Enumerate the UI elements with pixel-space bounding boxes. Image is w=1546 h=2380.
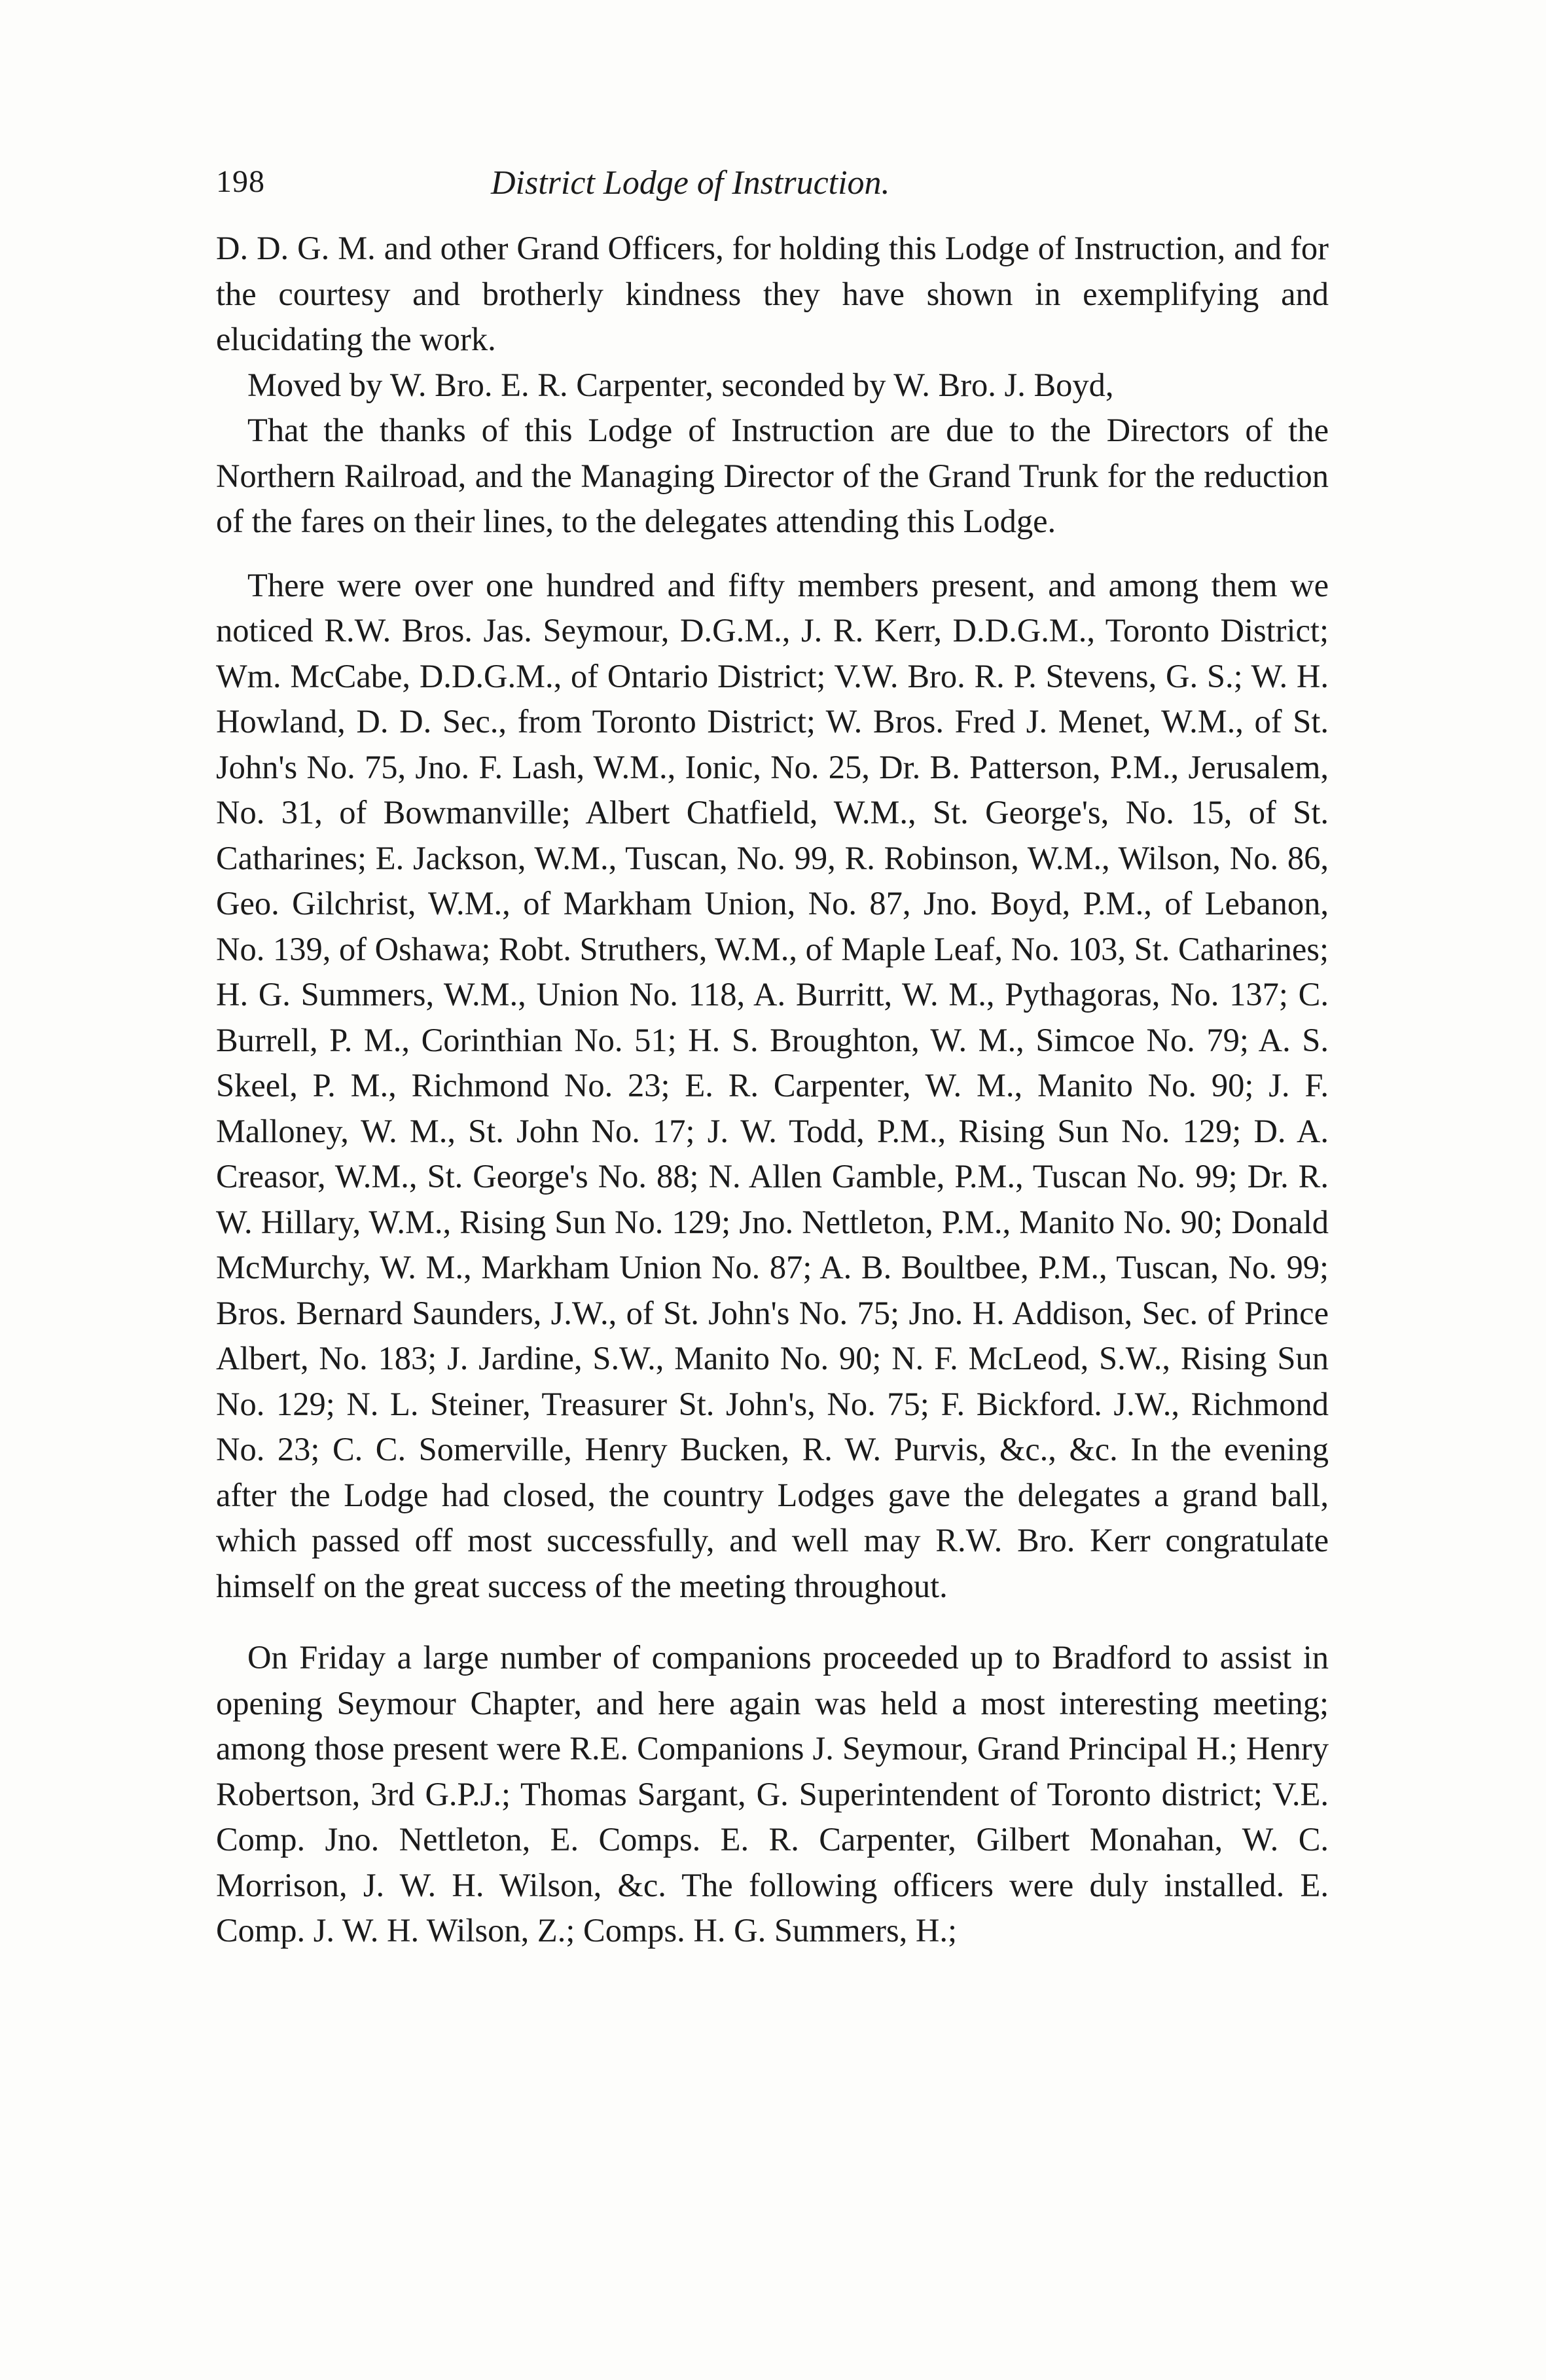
body-text [216, 226, 1329, 1954]
paragraph-members-present: There were over one hundred and fifty members present, and among them we noticed R.W. Bros. Jas. Seymour, D.G.M., J. R. Kerr, D.D.G.M., Toronto District; Wm. McCabe, D.D.G.M., of Ontario District; V.W. Bro. R. P. Stevens, G. S.; W. H. Howland, D. D. Sec., from Toronto District; W. Bros. Fred J. Menet, W.M., of St. John's No. 75, Jno. F. Lash, W.M., Ionic, No. 25, Dr. B. Patterson, P.M., Jerusalem, No. 31, of Bowmanville; Albert Chatfield, W.M., St. George's, No. 15, of St. Catharines; E. Jackson, W.M., Tuscan, No. 99, R. Robinson, W.M., Wilson, No. 86, Geo. Gilchrist, W.M., of Markham Union, No. 87, Jno. Boyd, P.M., of Lebanon, No. 139, of Oshawa; Robt. Struthers, W.M., of Maple Leaf, No. 103, St. Catharines; H. G. Summers, W.M., Union No. 118, A. Burritt, W. M., Pythagoras, No. 137; C. Burrell, P. M., Corinthian No. 51; H. S. Broughton, W. M., Simcoe No. 79; A. S. Skeel, P. M., Richmond No. 23; E. R. Carpenter, W. M., Manito No. 90; J. F. Malloney, W. M., St. John No. 17; J. W. Todd, P.M., Rising Sun No. 129; D. A. Creasor, W.M., St. George's No. 88; N. Allen Gamble, P.M., Tuscan No. 99; Dr. R. W. Hillary, W.M., Rising Sun No. 129; Jno. Nettleton, P.M., Manito No. 90; Donald McMurchy, W. M., Markham Union No. 87; A. B. Boultbee, P.M., Tuscan, No. 99; Bros. Bernard Saunders, J.W., of St. John's No. 75; Jno. H. Addison, Sec. of Prince Albert, No. 183; J. Jardine, S.W., Manito No. 90; N. F. McLeod, S.W., Rising Sun No. 129; N. L. Steiner, Treasurer St. John's, No. 75; F. Bickford. J.W., Richmond No. 23; C. C. Somerville, Henry Bucken, R. W. Purvis, &c., &c. In the evening after the Lodge had closed, the country Lodges gave the delegates a grand ball, which passed off most successfully, and well may R.W. Bro. Kerr congratulate himself on the great success of the meeting throughout. [216, 566, 1329, 1604]
running-title: District Lodge of Instruction. [491, 164, 890, 202]
paragraph-thanks-railroad: That the thanks of this Lodge of Instruction are due to the Directors of the Northern Railroad, and the Managing Director of the Grand Trunk for the reduction of the fares on their lines, to the delegates attending this Lodge. [216, 412, 1329, 539]
page-header [216, 164, 1329, 216]
page-number: 198 [216, 164, 265, 199]
paragraph-bradford-chapter: On Friday a large number of companions proceeded up to Bradford to assist in opening Seymour Chapter, and here again was held a most interesting meeting; among those present were R.E. Companions J. Seymour, Grand Principal H.; Henry Robertson, 3rd G.P.J.; Thomas Sargant, G. Superintendent of Toronto district; V.E. Comp. Jno. Nettleton, E. Comps. E. R. Carpenter, Gilbert Monahan, W. C. Morrison, J. W. H. Wilson, &c. The following officers were duly installed. E. Comp. J. W. H. Wilson, Z.; Comps. H. G. Summers, H.; [216, 1639, 1329, 1949]
paragraph-thanks-officers: D. D. G. M. and other Grand Officers, for holding this Lodge of Instruction, and for the courtesy and brotherly kindness they have shown in exemplifying and elucidating the work. [216, 230, 1329, 357]
paragraph-motion: Moved by W. Bro. E. R. Carpenter, seconded by W. Bro. J. Boyd, [247, 366, 1114, 403]
